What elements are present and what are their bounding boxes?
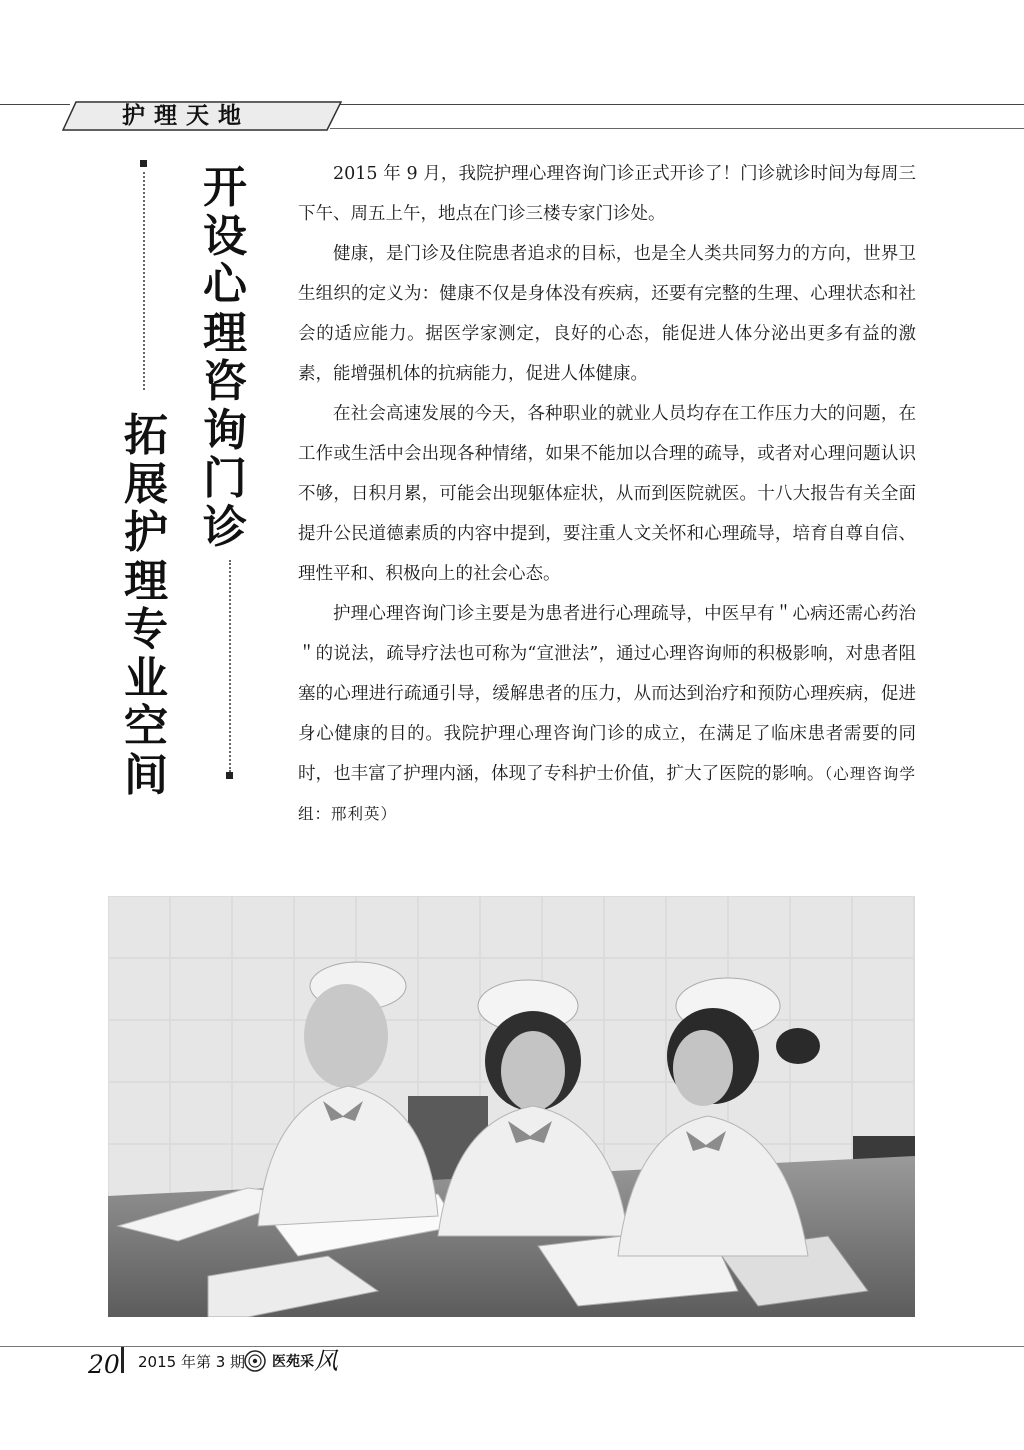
section-title: 护理天地 (122, 102, 250, 129)
article-body (298, 154, 916, 834)
article-paragraph: 2015 年 9 月，我院护理心理咨询门诊正式开诊了！门诊就诊时间为每周三下午、周五上午，地点在门诊三楼专家门诊处。 (298, 164, 916, 224)
magazine-name-calligraphy: 风 (314, 1347, 338, 1375)
article-paragraph (298, 594, 916, 834)
article-paragraph: 在社会高速发展的今天，各种职业的就业人员均存在工作压力大的问题，在工作或生活中会出现各种情绪，如果不能加以合理的疏导，或者对心理问题认识不够，日积月累，可能会出现躯体症状，从而到医院就医。十八大报告有关全面提升公民道德素质的内容中提到，要注重人文关怀和心理疏导，培育自尊自信、理性平和、积极向上的社会心态。 (298, 404, 916, 584)
article-paragraph: 健康，是门诊及住院患者追求的目标，也是全人类共同努力的方向，世界卫生组织的定义为：健康不仅是身体没有疾病，还要有完整的生理、心理状态和社会的适应能力。据医学家测定，良好的心态，能促进人体分泌出更多有益的激素，能增强机体的抗病能力，促进人体健康。 (298, 244, 916, 384)
title-marker-bottom (226, 772, 233, 779)
footer-rule (0, 1346, 1024, 1347)
title-dotted-rule-top (143, 172, 145, 390)
header-rule-right-lower (330, 128, 1024, 129)
nurses-photo-illustration (108, 896, 915, 1317)
magazine-logo-icon (244, 1350, 266, 1372)
header-rule-left (0, 104, 70, 105)
title-marker-top (140, 160, 147, 167)
article-paragraph-text: 护理心理咨询门诊主要是为患者进行心理疏导，中医早有＂心病还需心药治＂的说法，疏导疗法也可称为“宣泄法”，通过心理咨询师的积极影响，对患者阻塞的心理进行疏通引导，缓解患者的压力，从而达到治疗和预防心理疾病，促进身心健康的目的。我院护理心理咨询门诊的成立，在满足了临床患者需要的同时，也丰富了护理内涵，体现了专科护士价值，扩大了医院的影响。 (298, 604, 916, 784)
sub-title: 拓展护理专业空间 (124, 410, 168, 801)
nurses-photo (108, 896, 915, 1317)
main-title: 开设心理咨询门诊 (203, 162, 247, 553)
page-number: 20 (88, 1350, 120, 1379)
issue-label: 2015 年第 3 期 (138, 1353, 246, 1371)
magazine-name (272, 1347, 338, 1375)
footer-divider (121, 1347, 124, 1373)
header-rule-right (338, 104, 1024, 105)
title-dotted-rule-bottom (229, 560, 231, 772)
magazine-name-text: 医苑采 (272, 1354, 314, 1370)
article-byline: （心理咨询学组：邢利英） (298, 765, 916, 823)
